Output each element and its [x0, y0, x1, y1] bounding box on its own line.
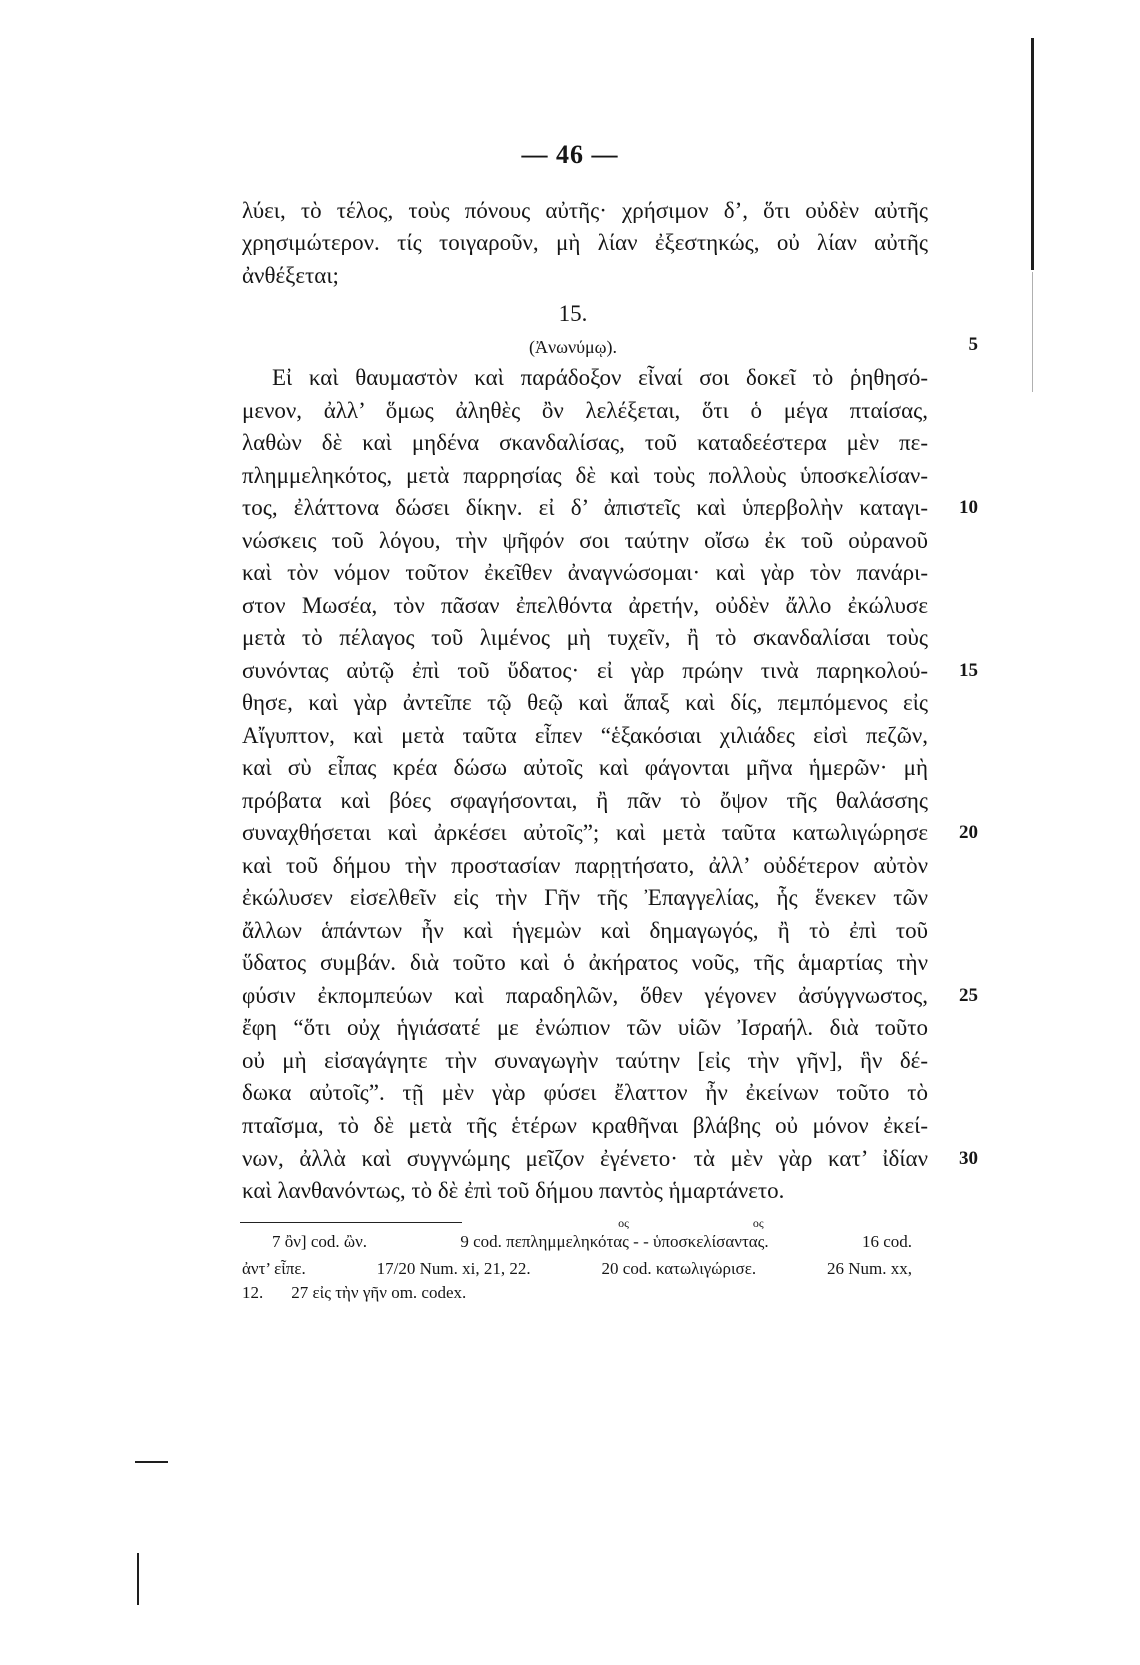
body-line-text: ἀνθέξεται;	[242, 263, 339, 288]
margin-line-number: 15	[959, 659, 978, 681]
footnote-text: - -	[633, 1232, 649, 1251]
body-line-text: ἐκώλυσεν εἰσελθεῖν εἰς τὴν Γῆν τῆς Ἐπαγγελίας, ἧς ἕνεκεν τῶν	[242, 885, 928, 911]
section-number: 15.	[558, 301, 588, 326]
section-title: (Ἀνωνύμῳ).	[528, 337, 618, 357]
body-line-text: πταῖσμα, τὸ δὲ μετὰ τῆς ἑτέρων κραθῆναι βλάβης οὐ μόνον ἐκεί-	[242, 1113, 928, 1138]
body-line-text: καὶ τὸν νόμον τοῦτον ἐκεῖθεν ἀναγνώσομαι· καὶ γὰρ τὸν πανάρι-	[242, 560, 928, 586]
page-number: — 46 —	[521, 140, 619, 169]
body-line-text: συνόντας αὐτῷ ἐπὶ τοῦ ὕδατος· εἰ γὰρ πρώην τινὰ παρηκολού-	[242, 657, 928, 683]
body-line-text: θησε, καὶ γὰρ ἀντεῖπε τῷ θεῷ καὶ ἅπαξ καὶ δίς, πεμπόμενος εἰς	[242, 690, 928, 716]
footnote-line	[272, 1216, 912, 1254]
footnote-text: πεπλημμεληκότας	[506, 1232, 629, 1251]
body-line	[242, 1012, 928, 1044]
body-line	[242, 785, 928, 817]
body-line-text: ὕδατος συμβάν. διὰ τοῦτο καὶ ὁ ἀκήρατος νοῦς, τῆς ἁμαρτίας τὴν	[242, 950, 928, 976]
footnote-correction: ος	[618, 1216, 629, 1230]
body-line	[242, 395, 928, 427]
body-line-text: καὶ λανθανόντως, τὸ δὲ ἐπὶ τοῦ δήμου παντὸς ἡμαρτάνετο.	[242, 1178, 785, 1203]
footnote-text: 9 cod.	[460, 1232, 502, 1251]
body-line	[242, 427, 928, 459]
scan-edge-line	[137, 1553, 139, 1605]
body-line	[242, 655, 928, 687]
body-line-text: οὐ μὴ εἰσαγάγητε τὴν συναγωγὴν ταύτην [εἰς τὴν γῆν], ἣν δέ-	[242, 1047, 928, 1073]
body-line	[242, 525, 928, 557]
body-line	[242, 915, 928, 947]
body-line	[242, 1143, 928, 1175]
footnote-note-7: 7 ὂν] cod. ὢν.	[272, 1232, 368, 1251]
footnote-note-17-20: 17/20 Num. xi, 21, 22.	[376, 1259, 531, 1278]
margin-line-number: 25	[959, 984, 978, 1006]
body-line	[242, 947, 928, 979]
body-line	[242, 817, 928, 849]
body-line	[242, 460, 928, 492]
body-line-text: ἄλλων ἁπάντων ἦν καὶ ἡγεμὼν καὶ δημαγωγός, ἢ τὸ ἐπὶ τοῦ	[242, 917, 928, 943]
body-line-text: λύει, τὸ τέλος, τοὺς πόνους αὐτῆς· χρήσιμον δ’, ὅτι οὐδὲν αὐτῆς	[242, 198, 928, 223]
body-line	[242, 980, 928, 1012]
body-line	[242, 687, 928, 719]
body-line	[242, 195, 928, 227]
body-line	[242, 720, 928, 752]
footnote-note-26: 26 Num. xx,	[827, 1259, 912, 1278]
footnote-note-27: 27 εἰς τὴν γῆν om. codex.	[291, 1283, 467, 1302]
body-line-text: νώσκεις τοῦ λόγου, τὴν ψῆφόν σοι ταύτην οἴσω ἐκ τοῦ οὐρανοῦ	[242, 527, 928, 553]
body-line-text: πρόβατα καὶ βόες σφαγήσονται, ἢ πᾶν τὸ ὄψον τῆς θαλάσσης	[242, 787, 928, 813]
scan-edge-line	[1032, 272, 1033, 392]
body-line-text: λαθὼν δὲ καὶ μηδένα σκανδαλίσας, τοῦ καταδεέστερα μὲν πε-	[242, 430, 928, 455]
body-line-text: μενον, ἀλλ’ ὅμως ἀληθὲς ὂν λελέξεται, ὅτι ὁ μέγα πταίσας,	[242, 397, 928, 423]
footnote-line	[242, 1257, 912, 1281]
footnote-line	[242, 1281, 912, 1305]
footnote-variant-word	[506, 1216, 629, 1254]
body-line	[242, 1077, 928, 1109]
margin-line-number: 30	[959, 1147, 978, 1169]
body-line-text: καὶ τοῦ δήμου τὴν προστασίαν παρῃτήσατο, ἀλλ’ οὐδέτερον αὐτὸν	[242, 852, 928, 878]
body-line-text: στον Μωσέα, τὸν πᾶσαν ἐπελθόντα ἀρετήν, οὐδὲν ἄλλο ἐκώλυσε	[242, 592, 928, 618]
footnote-note-16: 16 cod.	[861, 1232, 912, 1251]
body-line-text: συναχθήσεται καὶ ἀρκέσει αὐτοῖς”; καὶ μετὰ ταῦτα κατωλιγώρησε	[242, 820, 928, 846]
margin-line-number: 10	[959, 497, 978, 519]
body-line	[242, 227, 928, 259]
body-line	[242, 882, 928, 914]
body-line-text: ἔφη “ὅτι οὐχ ἡγιάσατέ με ἐνώπιον τῶν υἱῶν Ἰσραήλ. διὰ τοῦτο	[242, 1015, 928, 1041]
body-line	[242, 1110, 928, 1142]
body-line	[242, 557, 928, 589]
body-line-text: τος, ἐλάττονα δώσει δίκην. εἰ δ’ ἀπιστεῖς καὶ ὑπερβολὴν καταγι-	[242, 495, 928, 521]
body-line	[242, 590, 928, 622]
body-line-text: Εἰ καὶ θαυμαστὸν καὶ παράδοξον εἶναί σοι δοκεῖ τὸ ῥηθησό-	[272, 365, 928, 390]
body-line-text: πλημμεληκότος, μετὰ παρρησίας δὲ καὶ τοὺς πολλοὺς ὑποσκελίσαν-	[242, 462, 928, 488]
footnote-segment: 12.	[242, 1283, 264, 1302]
body-line	[242, 622, 928, 654]
body-line	[242, 850, 928, 882]
footnote-segment: ἀντ’ εἶπε.	[242, 1259, 306, 1278]
footnote-correction: ος	[752, 1216, 764, 1230]
body-line	[272, 362, 928, 394]
footnote-note-20: 20 cod. κατωλιγώρισε.	[601, 1259, 757, 1278]
body-line-text: δωκα αὐτοῖς”. τῇ μὲν γὰρ φύσει ἔλαττον ἦν ἐκείνων τοῦτο τὸ	[242, 1080, 928, 1106]
scan-edge-line	[135, 1461, 168, 1463]
body-line-text: καὶ σὺ εἶπας κρέα δώσω αὐτοῖς καὶ φάγονται μῆνα ἡμερῶν· μὴ	[242, 755, 928, 781]
margin-line-number: 5	[968, 334, 978, 355]
body-line-text: Αἴγυπτον, καὶ μετὰ ταῦτα εἶπεν “ἑξακόσιαι χιλιάδες εἰσὶ πεζῶν,	[242, 722, 928, 748]
footnote-rule	[240, 1222, 462, 1223]
footnote-note-9	[460, 1216, 769, 1254]
body-line	[242, 752, 928, 784]
body-line-text: φύσιν ἐκπομπεύων καὶ παραδηλῶν, ὅθεν γέγονεν ἀσύγγνωστος,	[242, 982, 928, 1008]
body-line-text: νων, ἀλλὰ καὶ συγγνώμης μεῖζον ἐγένετο· τὰ μὲν γὰρ κατ’ ἰδίαν	[242, 1145, 928, 1171]
footnote-variant-word	[653, 1216, 769, 1254]
body-line-text: χρησιμώτερον. τίς τοιγαροῦν, μὴ λίαν ἐξεστηκώς, οὐ λίαν αὐτῆς	[242, 230, 928, 255]
margin-line-number: 20	[959, 822, 978, 844]
footnote-text: ὑποσκελίσαντας.	[653, 1232, 769, 1251]
body-line	[242, 260, 928, 292]
body-line	[242, 1045, 928, 1077]
body-line-text: μετὰ τὸ πέλαγος τοῦ λιμένος μὴ τυχεῖν, ἢ τὸ σκανδαλίσαι τοὺς	[242, 625, 928, 651]
body-line	[242, 492, 928, 524]
body-line	[242, 1175, 928, 1207]
